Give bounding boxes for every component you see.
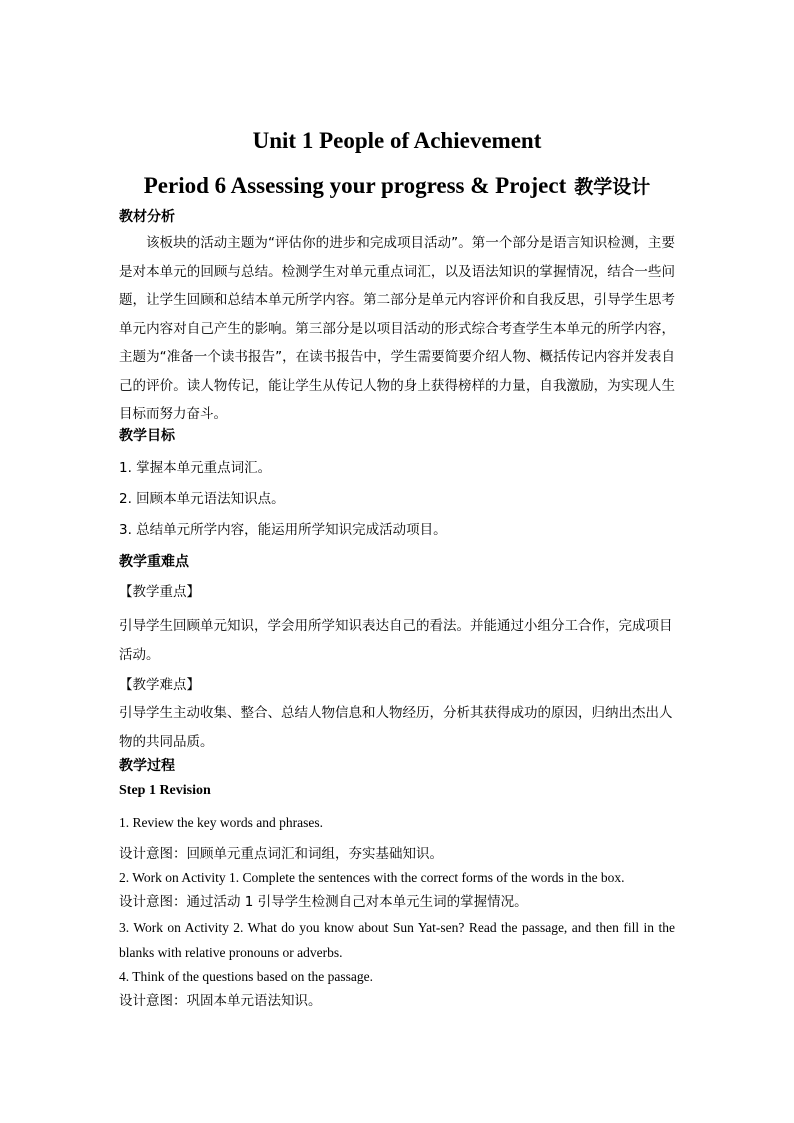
step1-heading: Step 1 Revision <box>119 783 211 798</box>
process-item-3: 3. Work on Activity 2. What do you know about Sun Yat-sen? Read the passage, and then fill in the blanks with relative pronouns or adverbs. <box>119 920 675 960</box>
difficulty-body: 引导学生主动收集、整合、总结人物信息和人物经历，分析其获得成功的原因，归纳出杰出人物的共同品质。 <box>119 705 673 750</box>
focus-body: 引导学生回顾单元知识，学会用所学知识表达自己的看法。并能通过小组分工合作，完成项目活动。 <box>119 618 673 663</box>
design-intent-1: 设计意图：回顾单元重点词汇和词组，夯实基础知识。 <box>119 846 443 862</box>
analysis-paragraph: 该板块的活动主题为“评估你的进步和完成项目活动”。第一个部分是语言知识检测，主要是对本单元的回顾与总结。检测学生对单元重点词汇，以及语法知识的掌握情况，结合一些问题，让学生回顾和总结本单元所学内容。第二部分是单元内容评价和自我反思，引导学生思考单元内容对自己产生的影响。第三部分是以项目活动的形式综合考查学生本单元的所学内容，主题为“准备一个读书报告”，在读书报告中，学生需要简要介绍人物、概括传记内容并发表自己的评价。读人物传记，能让学生从传记人物的身上获得榜样的力量，自我激励，为实现人生目标而努力奋斗。 <box>119 235 675 422</box>
subtitle-english: Period 6 Assessing your progress & Project <box>143 173 567 198</box>
design-intent-2: 设计意图：通过活动 1 引导学生检测自己对本单元生词的掌握情况。 <box>119 894 528 910</box>
process-item-1: 1. Review the key words and phrases. <box>119 815 323 830</box>
focus-label: 【教学重点】 <box>119 584 200 600</box>
goal-item-2: 2. 回顾本单元语法知识点。 <box>119 491 285 507</box>
document-subtitle <box>0 172 794 199</box>
process-item-2: 2. Work on Activity 1. Complete the sentences with the correct forms of the words in the box. <box>119 870 625 885</box>
heading-process: 教学过程 <box>119 758 175 774</box>
process-item-4: 4. Think of the questions based on the passage. <box>119 969 373 984</box>
difficulty-label: 【教学难点】 <box>119 677 200 693</box>
heading-key-points: 教学重难点 <box>119 554 189 570</box>
heading-goals: 教学目标 <box>119 428 175 444</box>
heading-analysis: 教材分析 <box>119 209 175 225</box>
goal-item-1: 1. 掌握本单元重点词汇。 <box>119 460 272 476</box>
design-intent-3: 设计意图：巩固本单元语法知识。 <box>119 993 322 1009</box>
document-title: Unit 1 People of Achievement <box>252 128 542 153</box>
goal-item-3: 3. 总结单元所学内容，能运用所学知识完成活动项目。 <box>119 522 447 538</box>
subtitle-chinese: 教学设计 <box>574 176 651 198</box>
